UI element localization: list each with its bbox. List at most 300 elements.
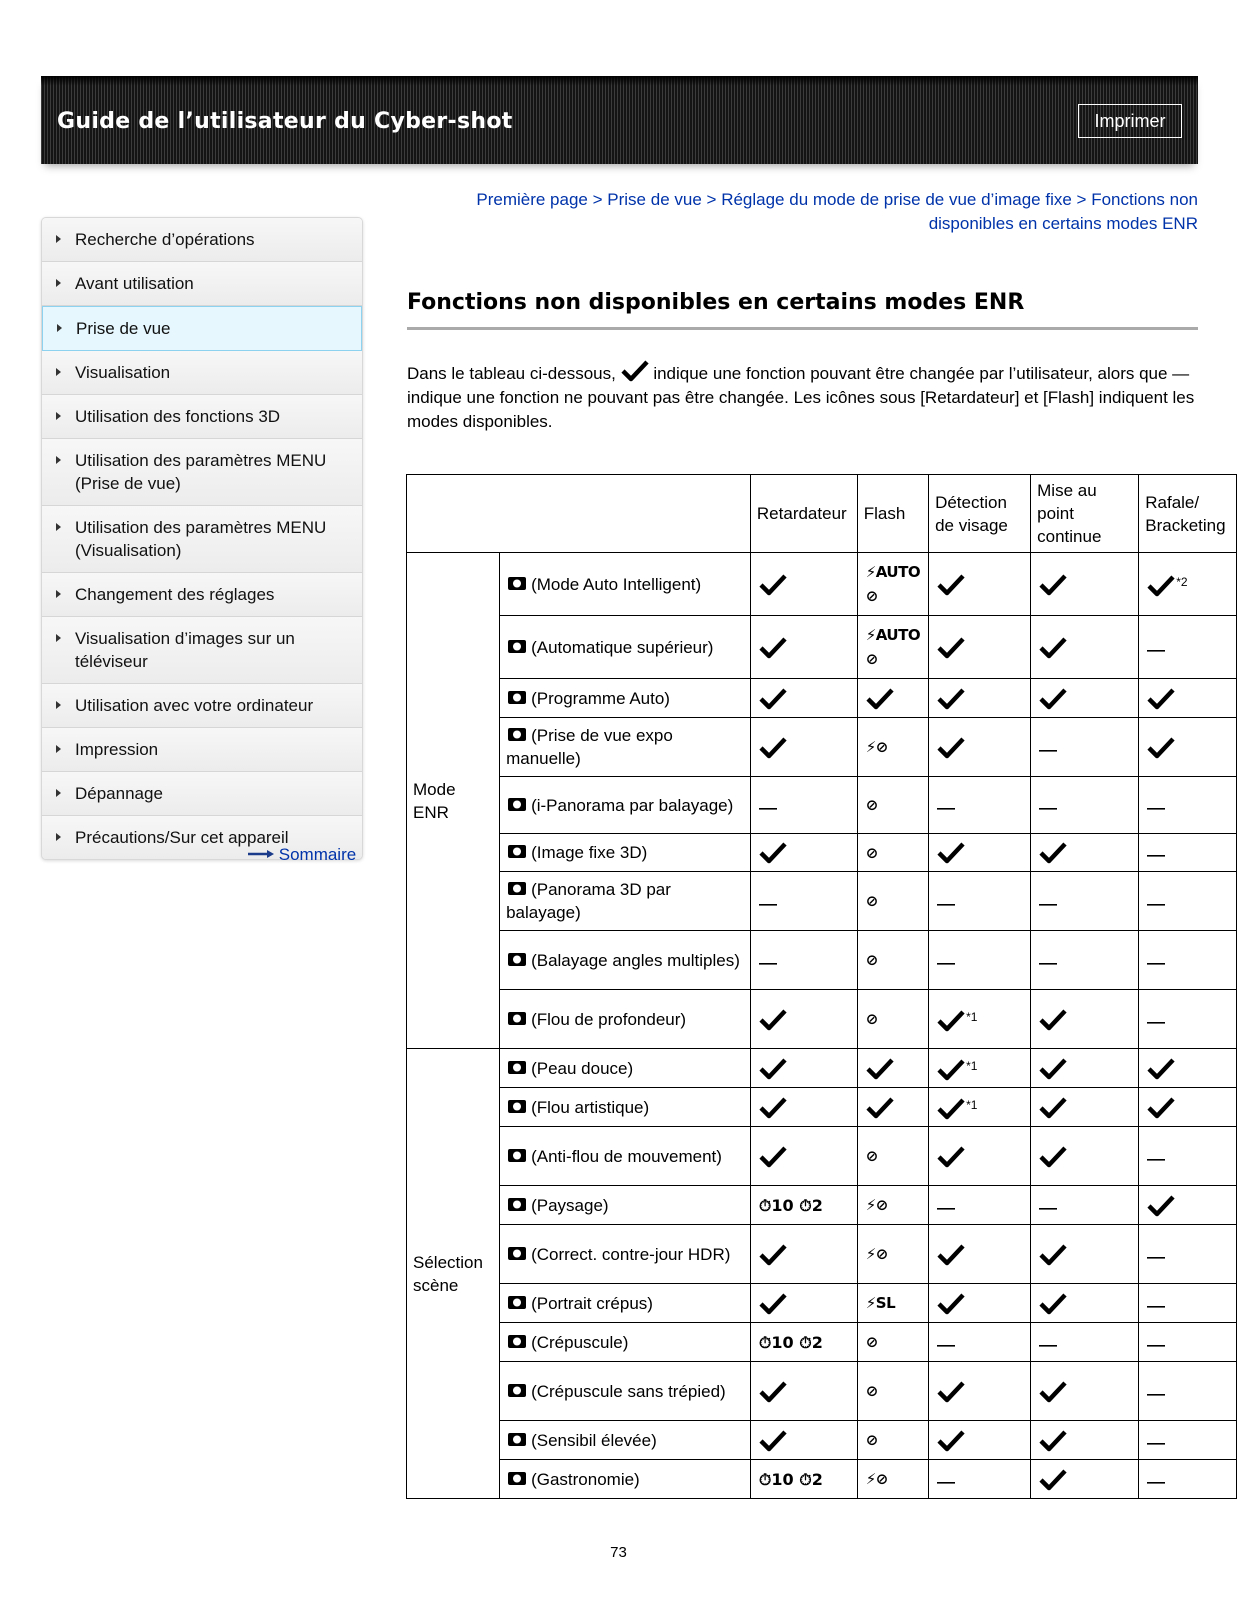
self-timer-icon: ⏱10 ⏱2 [758,1469,823,1489]
table-cell [750,1127,857,1186]
mode-name-cell [500,1421,751,1460]
sidebar-item-0[interactable] [42,218,362,262]
checkmark-icon [1039,842,1067,864]
breadcrumb [390,188,1198,236]
breadcrumb-item[interactable]: Prise de vue [607,190,702,209]
sidebar-item-label[interactable]: Avant utilisation [75,274,194,293]
table-row [407,872,1237,931]
table-cell [857,718,928,777]
checkmark-icon [937,688,965,710]
checkmark-icon [1039,1146,1067,1168]
checkmark-icon [759,737,787,759]
checkmark-icon [1039,1381,1067,1403]
flash-mode-icon: ⊘ [865,1382,878,1400]
checkmark-icon [759,1293,787,1315]
table-row [407,616,1237,679]
table-row [407,1421,1237,1460]
landscape-icon [506,1194,528,1214]
checkmark-icon [1039,1244,1067,1266]
flash-mode-icon: ⚡⊘ [865,738,888,756]
background-defocus-icon [506,1008,528,1028]
checkmark-icon [759,1009,787,1031]
table-cell [750,553,857,616]
dash-icon [759,903,777,907]
table-row [407,1186,1237,1225]
sidebar-item-label[interactable]: Utilisation avec votre ordinateur [75,696,314,715]
twilight-icon [506,1331,528,1351]
table-cell [1031,1323,1139,1362]
dash-icon [1039,749,1057,753]
mode-name-cell [500,872,751,931]
caret-right-icon [57,324,62,332]
caret-right-icon [56,368,61,376]
table-cell [750,872,857,931]
caret-right-icon [56,634,61,642]
dash-icon [1039,807,1057,811]
table-cell [929,1421,1031,1460]
guide-title: Guide de l’utilisateur du Cyber-shot [57,109,513,134]
table-row [407,834,1237,872]
table-row [407,777,1237,834]
page-title: Fonctions non disponibles en certains modes ENR [407,290,1025,315]
table-cell [929,872,1031,931]
table-cell [857,990,928,1049]
table-cell [1031,1186,1139,1225]
table-header-cell: Détection de visage [929,475,1031,553]
table-cell [750,834,857,872]
checkmark-icon [1039,1293,1067,1315]
table-cell [1139,1225,1237,1284]
table-row [407,1225,1237,1284]
flash-mode-icon: ⚡⊘ [865,1470,888,1488]
arrow-right-icon [248,850,274,858]
intro-text-1: Dans le tableau ci-dessous, [407,364,616,383]
dash-icon [1039,1344,1057,1348]
table-cell [1139,1088,1237,1127]
sidebar-item-label[interactable]: Recherche d’opérations [75,230,255,249]
dash-icon [759,962,777,966]
table-cell [929,1225,1031,1284]
table-cell [1139,553,1237,616]
table-row [407,718,1237,777]
mode-label: (Programme Auto) [531,688,670,708]
table-cell [1139,777,1237,834]
checkmark-icon [1039,1430,1067,1452]
3d-panorama-icon [506,878,528,898]
mode-label: (Crépuscule sans trépied) [531,1381,726,1401]
self-timer-icon: ⏱10 ⏱2 [758,1332,823,1352]
sidebar-item-3[interactable] [42,351,362,395]
checkmark-icon [937,1098,965,1120]
checkmark-icon [1147,737,1175,759]
sidebar-item-8[interactable] [42,617,362,684]
table-cell [750,931,857,990]
mode-name-cell [500,1225,751,1284]
mode-name-cell [500,931,751,990]
checkmark-icon [866,1058,894,1080]
self-timer-icon: ⏱10 ⏱2 [758,1195,823,1215]
flash-mode-icon: ⊘ [865,892,878,910]
breadcrumb-separator: > [706,190,717,209]
3d-still-icon [506,841,528,861]
caret-right-icon [56,412,61,420]
mode-label: (Portrait crépus) [531,1293,653,1313]
sommaire-link[interactable] [248,845,356,865]
caret-right-icon [56,833,61,841]
dash-icon [1147,854,1165,858]
breadcrumb-separator: > [1076,190,1087,209]
table-cell [750,616,857,679]
flash-mode-icon: ⊘ [865,796,878,814]
sidebar-item-label[interactable]: Utilisation des fonctions 3D [75,407,281,426]
table-row [407,1284,1237,1323]
superior-auto-icon [506,636,528,656]
function-availability-table [406,474,1237,1499]
mode-label: (Sensibil élevée) [531,1430,657,1450]
table-cell [857,931,928,990]
table-cell [857,1186,928,1225]
table-cell [750,777,857,834]
sidebar-item-10[interactable] [42,728,362,772]
table-cell [1031,1049,1139,1088]
checkmark-icon [1039,1469,1067,1491]
multi-angle-icon [506,949,528,969]
mode-label: (Panorama 3D par balayage) [506,880,671,922]
table-cell [1031,1088,1139,1127]
mode-name-cell [500,679,751,718]
checkmark-icon [937,1146,965,1168]
checkmark-icon [937,1059,965,1081]
sidebar-item-4[interactable] [42,395,362,439]
checkmark-icon [937,842,965,864]
table-header-cell: Flash [857,475,928,553]
mode-label: (Flou artistique) [531,1097,650,1117]
checkmark-icon [937,1293,965,1315]
table-row [407,1127,1237,1186]
sidebar-item-label[interactable]: Changement des réglages [75,585,275,604]
table-cell [929,834,1031,872]
table-cell [1139,834,1237,872]
table-cell [1031,777,1139,834]
checkmark-icon [759,1381,787,1403]
sidebar-item-9[interactable] [42,684,362,728]
flash-mode-icon: ⚡SL [865,1294,896,1312]
dash-icon [1147,1481,1165,1485]
table-cell [750,1323,857,1362]
dash-icon [1147,903,1165,907]
flash-mode-icon: ⊘ [865,951,878,969]
table-row [407,1362,1237,1421]
flash-mode-icon: ⚡AUTO ⊘ [865,626,921,668]
table-cell [1139,1049,1237,1088]
table-cell [1031,834,1139,872]
print-button[interactable]: Imprimer [1078,104,1182,138]
group-label: Sélection scène [407,1049,500,1499]
table-cell [929,718,1031,777]
table-cell [857,553,928,616]
mode-name-cell [500,718,751,777]
dash-icon [1147,1393,1165,1397]
sidebar-item-1[interactable] [42,262,362,306]
dash-icon [1147,1344,1165,1348]
dash-icon [937,1344,955,1348]
table-cell [929,679,1031,718]
table-cell [1139,1421,1237,1460]
sidebar-item-label[interactable]: Utilisation des paramètres MENU (Visualisation) [75,518,327,560]
table-cell [929,616,1031,679]
sidebar-item-label[interactable]: Prise de vue [76,319,171,338]
footnote-ref: *1 [966,1059,978,1074]
table-cell [1031,872,1139,931]
sidebar-item-label[interactable]: Utilisation des paramètres MENU (Prise de vue) [75,451,327,493]
table-cell [857,1421,928,1460]
table-header-cell: Mise au point continue [1031,475,1139,553]
checkmark-icon [759,688,787,710]
checkmark-icon [937,737,965,759]
group-label: Mode ENR [407,553,500,1049]
table-cell [1031,990,1139,1049]
table-cell [750,1421,857,1460]
mode-label: (Automatique supérieur) [531,637,714,657]
flash-mode-icon: ⚡AUTO ⊘ [865,563,921,605]
table-cell [1031,1127,1139,1186]
checkmark-icon [866,1097,894,1119]
sweep-panorama-icon [506,794,528,814]
caret-right-icon [56,235,61,243]
table-row [407,1049,1237,1088]
dash-icon [759,807,777,811]
mode-label: (Image fixe 3D) [531,843,648,862]
dash-icon [1039,1207,1057,1211]
table-cell [1031,1362,1139,1421]
table-cell [857,872,928,931]
checkmark-icon [937,574,965,596]
breadcrumb-item[interactable]: Première page [476,190,588,209]
table-cell [1139,990,1237,1049]
table-cell [1031,931,1139,990]
soft-snap-icon [506,1096,528,1116]
table-cell [929,1460,1031,1499]
dash-icon [1147,1442,1165,1446]
manual-exposure-icon [506,724,528,744]
checkmark-icon [1147,1097,1175,1119]
flash-mode-icon: ⊘ [865,1147,878,1165]
checkmark-icon [759,1146,787,1168]
checkmark-icon [1039,1009,1067,1031]
footnote-ref: *2 [1176,575,1188,590]
dash-icon [937,962,955,966]
table-row [407,679,1237,718]
mode-label: (Crépuscule) [531,1332,629,1352]
dash-icon [1039,962,1057,966]
table-cell [750,718,857,777]
checkmark-icon [937,1010,965,1032]
dash-icon [937,1481,955,1485]
checkmark-icon [1039,1058,1067,1080]
table-cell [1139,1323,1237,1362]
breadcrumb-separator: > [592,190,603,209]
table-cell [750,1186,857,1225]
table-row [407,931,1237,990]
checkmark-icon [937,637,965,659]
mode-name-cell [500,1362,751,1421]
checkmark-icon [759,1058,787,1080]
sidebar-item-label[interactable]: Visualisation d’images sur un téléviseur [75,629,295,671]
intelligent-auto-icon [506,573,528,593]
flash-mode-icon: ⊘ [865,1333,878,1351]
checkmark-icon [759,842,787,864]
table-cell [1139,1460,1237,1499]
caret-right-icon [56,789,61,797]
checkmark-icon [1039,637,1067,659]
table-cell [1139,1127,1237,1186]
gourmet-icon [506,1468,528,1488]
dash-icon [1147,807,1165,811]
mode-label: (Anti-flou de mouvement) [531,1146,722,1166]
table-cell [1031,1225,1139,1284]
table-cell [857,1225,928,1284]
table-cell [857,1323,928,1362]
table-cell [1139,931,1237,990]
title-divider [407,327,1198,330]
breadcrumb-item[interactable]: Réglage du mode de prise de vue d’image fixe [721,190,1072,209]
table-header-cell: Rafale/ Bracketing [1139,475,1237,553]
caret-right-icon [56,279,61,287]
sidebar-item-label[interactable]: Visualisation [75,363,171,382]
table-cell [1031,679,1139,718]
dash-icon [1147,649,1165,653]
checkmark-icon [1147,688,1175,710]
table-cell [929,1088,1031,1127]
dash-icon [1147,962,1165,966]
sidebar-item-5[interactable] [42,439,362,506]
sidebar-item-2[interactable] [42,306,362,351]
table-cell [929,990,1031,1049]
flash-mode-icon: ⊘ [865,1010,878,1028]
table-cell [1139,616,1237,679]
dash-icon [1147,1305,1165,1309]
dash-icon [1039,903,1057,907]
dash-icon [937,1207,955,1211]
sidebar-item-7[interactable] [42,573,362,617]
table-cell [1031,1421,1139,1460]
mode-name-cell [500,1186,751,1225]
mode-name-cell [500,1284,751,1323]
table-cell [1031,616,1139,679]
mode-label: (Mode Auto Intelligent) [531,574,702,594]
table-cell [1139,679,1237,718]
twilight-portrait-icon [506,1292,528,1312]
checkmark-icon [1147,1058,1175,1080]
table-row [407,1088,1237,1127]
mode-name-cell [500,1127,751,1186]
checkmark-icon [759,637,787,659]
table-cell [1139,1362,1237,1421]
program-auto-icon [506,687,528,707]
dash-icon [1147,1256,1165,1260]
table-cell [750,1362,857,1421]
table-cell [857,1460,928,1499]
app-header [41,76,1198,164]
table-cell [929,1362,1031,1421]
sidebar-item-11[interactable] [42,772,362,816]
flash-mode-icon: ⊘ [865,843,878,862]
table-row [407,1460,1237,1499]
hand-held-twilight-icon [506,1380,528,1400]
table-cell [857,1088,928,1127]
mode-name-cell [500,777,751,834]
table-cell [929,1323,1031,1362]
table-cell [1031,1460,1139,1499]
caret-right-icon [56,590,61,598]
breadcrumb-item[interactable]: Fonctions non disponibles en certains modes ENR [928,190,1198,233]
table-cell [857,1362,928,1421]
mode-name-cell [500,834,751,872]
table-cell [857,679,928,718]
sommaire-label[interactable]: Sommaire [278,845,357,864]
sidebar-item-label[interactable]: Impression [75,740,159,759]
page-number: 73 [610,1544,627,1561]
table-cell [1139,872,1237,931]
table-header-empty [407,475,751,553]
checkmark-icon [937,1381,965,1403]
sidebar-item-label[interactable]: Dépannage [75,784,163,803]
table-cell [929,931,1031,990]
flash-mode-icon: ⊘ [865,1431,878,1449]
dash-icon [1147,1021,1165,1025]
sidebar-item-6[interactable] [42,506,362,573]
soft-skin-icon [506,1057,528,1077]
table-cell [929,1127,1031,1186]
table-cell [750,1049,857,1088]
mode-name-cell [500,616,751,679]
mode-name-cell [500,1088,751,1127]
sidebar-item-label[interactable]: Précautions/Sur cet appareil [75,828,289,847]
mode-label: (Prise de vue expo manuelle) [506,726,673,768]
intro-text-2: indique une fonction pouvant être changée par l’utilisateur, alors que — indique une fonction ne pouvant pas être changée. Les icônes sous [Retardateur] et [Flash] indiquent les modes disponibles. [407,364,1195,431]
mode-label: (Correct. contre-jour HDR) [531,1244,731,1264]
table-cell [750,1088,857,1127]
table-row [407,553,1237,616]
table-cell [1031,718,1139,777]
caret-right-icon [56,701,61,709]
mode-label: (Peau douce) [531,1058,634,1078]
table-cell [929,1186,1031,1225]
mode-label: (Balayage angles multiples) [531,950,740,970]
table-header-row [407,475,1237,553]
table-cell [929,777,1031,834]
mode-name-cell [500,1323,751,1362]
mode-label: (Gastronomie) [531,1469,640,1489]
mode-label: (Flou de profondeur) [531,1009,687,1029]
flash-mode-icon: ⚡⊘ [865,1196,888,1214]
table-cell [750,990,857,1049]
table-cell [1139,1284,1237,1323]
flash-mode-icon: ⚡⊘ [865,1245,888,1263]
table-cell [857,1049,928,1088]
caret-right-icon [56,523,61,531]
table-cell [857,616,928,679]
anti-motion-blur-icon [506,1145,528,1165]
table-cell [929,1284,1031,1323]
table-cell [1139,718,1237,777]
checkmark-icon [1147,575,1175,597]
sidebar-nav [41,217,363,860]
mode-label: (i-Panorama par balayage) [531,795,734,815]
checkmark-icon [1147,1195,1175,1217]
caret-right-icon [56,745,61,753]
backlight-hdr-icon [506,1243,528,1263]
